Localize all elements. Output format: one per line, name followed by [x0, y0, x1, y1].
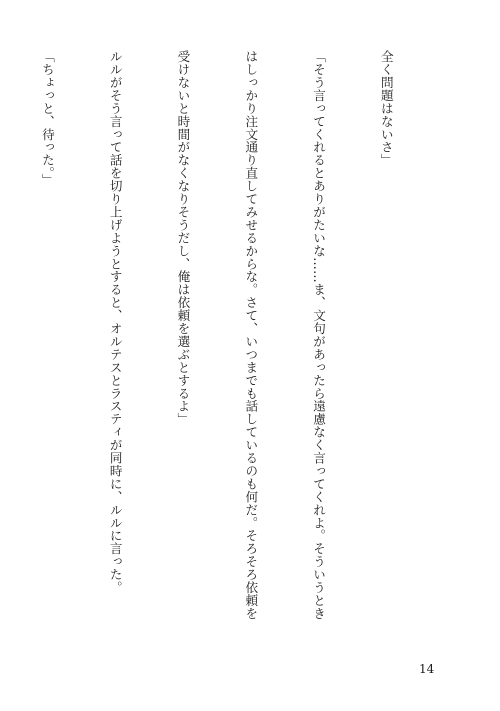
text-line: ルルがそう言って話を切り上げようとすると、オルテスとラスティが同時に、ルルに言った。	[107, 50, 123, 594]
page-number: 14	[419, 662, 435, 676]
text-line: 「ちょっと、待った。」	[39, 50, 55, 187]
text-line: 受けないと時間がなくなりそうだし、俺は依頼を選ぶとするよ」	[175, 50, 191, 426]
body-text	[39, 50, 442, 620]
text-line: 「そう言ってくれるとありがたいな……ま、文句があったら遠慮なく言ってくれよ。そういうとき	[311, 50, 327, 620]
text-line: はしっかり注文通り直してみせるからな。さて、いつまでも話しているのも何だ。そろそろ依頼を	[243, 50, 259, 620]
text-line: 全く問題はないさ」	[378, 50, 394, 167]
